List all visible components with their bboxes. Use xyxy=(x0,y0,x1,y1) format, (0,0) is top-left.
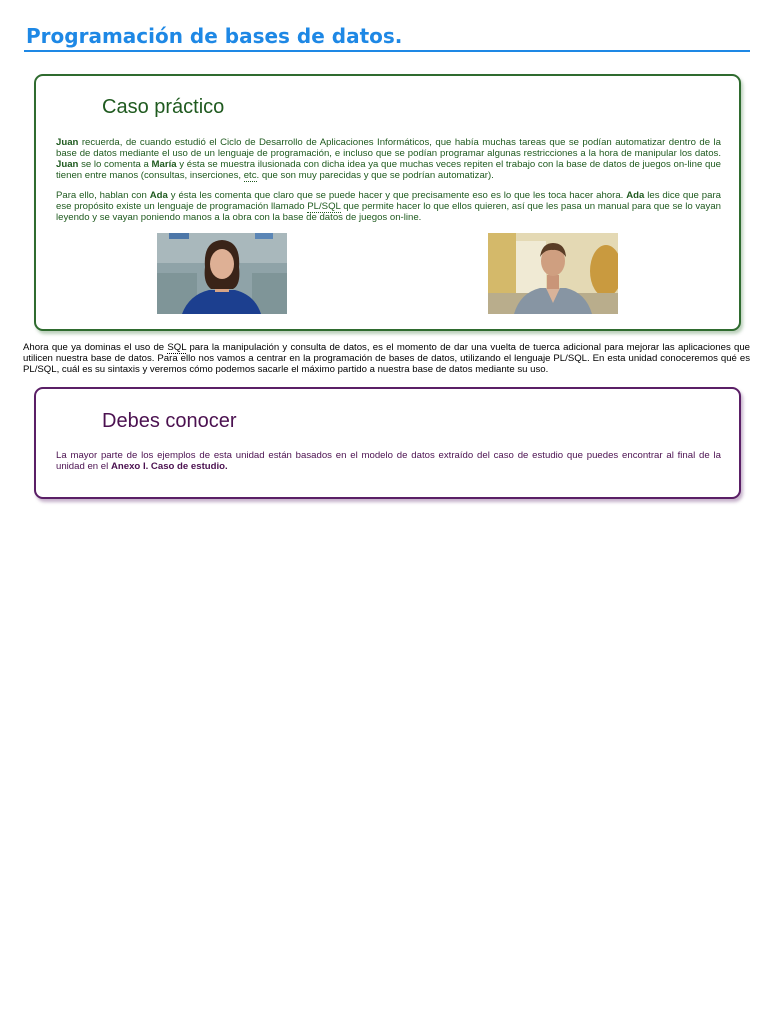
paragraph-text: para la manipulación y consulta de datos, es el momento de dar una vuelta de tuerca adicional para mejorar las aplicaciones que utilicen nuestra base de datos. Para ello nos vamos a centrar en la programación de bases de datos, utilizando el lenguaje PL/SQL. En esta unidad conoceremos qué es PL/SQL, cuál es su sintaxis y veremos cómo podemos sacarle el máximo partido a nuestra base de datos mediante su uso. xyxy=(23,342,750,375)
paragraph-text: y ésta les comenta que claro que se puede hacer y que precisamente eso es lo que les toca hacer ahora. xyxy=(167,190,627,201)
paragraph-text: recuerda, de cuando estudió el Ciclo de Desarrollo de Aplicaciones Informáticos, que había muchas tareas que se podían automatizar dentro de la base de datos mediante el uso de un lenguaje de programación, e incluso que se podían programar algunas restricciones a la hora de manipular los datos. xyxy=(56,137,721,159)
paragraph-text: Ahora que ya dominas el uso de xyxy=(23,342,168,353)
photo-man xyxy=(488,233,618,314)
intro-paragraph xyxy=(23,342,750,375)
abbreviation-plsql[interactable]: PL/SQL xyxy=(307,201,341,212)
paragraph-text: les dice que para ese propósito existe un lenguaje de programación llamado xyxy=(56,190,721,212)
character-name: Ada xyxy=(626,190,645,201)
character-name: Juan xyxy=(56,137,79,148)
page-title: Programación de bases de datos. xyxy=(26,24,403,48)
paragraph-text: se lo comenta a xyxy=(78,159,152,170)
paragraph-text: y ésta se muestra ilusionada con dicha idea ya que muchas veces repiten el trabajo con la base de datos de juegos on-line que tienen entre manos (consultas, inserciones, xyxy=(56,159,721,181)
character-name: María xyxy=(151,159,177,170)
debes-conocer-heading: Debes conocer xyxy=(102,410,237,432)
paragraph-text: La mayor parte de los ejemplos de esta unidad están basados en el modelo de datos extraído del caso de estudio que puedes encontrar al final de la unidad en el xyxy=(56,450,721,472)
character-name: Juan xyxy=(56,159,79,170)
caso-practico-paragraph-2 xyxy=(56,190,721,223)
abbreviation-sql[interactable]: SQL xyxy=(167,342,187,353)
photo-woman xyxy=(157,233,287,314)
title-underline xyxy=(24,50,750,52)
caso-practico-paragraph-1 xyxy=(56,137,721,181)
paragraph-text: . que son muy parecidas y que se podrían automatizar). xyxy=(256,170,494,181)
paragraph-text: Para ello, hablan con xyxy=(56,190,150,201)
caso-practico-heading: Caso práctico xyxy=(102,96,225,118)
abbreviation-etc[interactable]: etc xyxy=(243,170,257,181)
debes-conocer-paragraph xyxy=(56,450,721,472)
character-name: Ada xyxy=(149,190,168,201)
anexo-link[interactable]: Anexo I. Caso de estudio. xyxy=(110,461,228,472)
debes-conocer-box xyxy=(34,387,741,499)
paragraph-text: que permite hacer lo que ellos quieren, así que les pasa un manual para que se lo vayan leyendo y se vayan poniendo manos a la obra con la base de datos de juegos on-line. xyxy=(56,201,721,223)
caso-practico-box xyxy=(34,74,741,331)
